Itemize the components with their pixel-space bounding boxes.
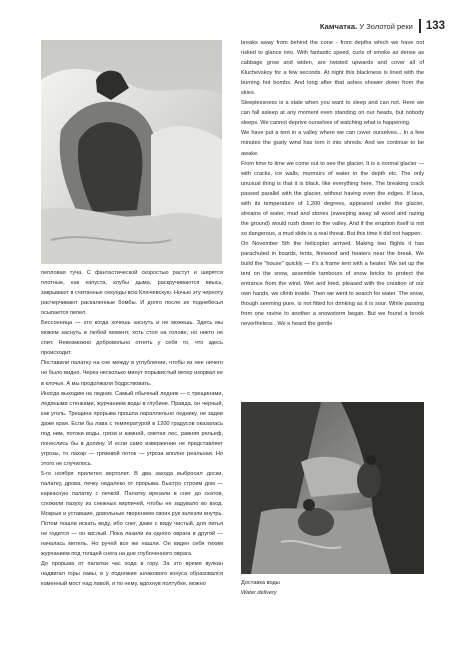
paragraph: 5-го ноября прилетел вертолет. В два захода выбросил доски, палатку, дрова, печку недалеко от прорыва. Быстро строим дом — каркасную палатку с печкой. Палатку врезали в снег до скатов, сложили пазуху из снежных кирпичей, чтобы не задувало во вход. Мокрые и уставшие, довольные творением своих рук залезли внутрь. Потом пошли искать воду, ибо снег, даже с виду чистый, для питья не годится — он кислый. Пока лазили из одного оврага в другой — началась метель. Но ручей все же нашли. Он виден себя тихим журчанием под толщей снега на дне глубоченного оврага. <box>41 470 223 558</box>
paragraph: Бессонница — это когда хочешь заснуть и не можешь. Здесь мы можем заснуть в любой момент, хоть стоя на голове, но никто не спит. Невозможно добровольно отнять у себя то, что здесь происходит. <box>41 320 223 357</box>
page-number: 133 <box>425 20 445 32</box>
paragraph: We have put a tent in a valley where we can cover ourselves... In a few minutes the gusty wind has torn it into shreds. And we continue to be awake. <box>241 130 424 157</box>
photo-water-delivery <box>241 402 424 574</box>
paragraph: breaks away from behind the cone - from depths which we have not risked to glance into. With fantastic speed, curls of smoke as dense as cabbage grow and widen, are twisted upwards and cover all of Kluchevskoy for a few seconds. At night this blackness is lined with the burning hot bombs. And long after that ashes shower down from the skies. <box>241 40 424 97</box>
paragraph: From time to time we come out to see the glacier. It is a normal glacier — with cracks, ice walls, murmurs of water in the depth etc. The only unusual thing is that it is black, like everything here. The breaking crack passed parallel with the glacier, without having even the edges. If lava, with its temperature of 1,200 degrees, appeared under the glacier, streams of water, mud and stones (sweeping away all wood and razing the ground) would rush down to the valley. And if the eruption itself is not so dangerous, a mud slide is a real threat. But this time it did not happen. <box>241 160 424 237</box>
running-header <box>285 18 445 34</box>
photo-caption <box>241 578 424 598</box>
body-text-english <box>241 38 424 329</box>
paragraph: Иногда выходим на ледник. Самый обычный ледник — с трещинами, ледяными стенками, журчанием воды в глубине. Правда, он черный, как уголь. Трещина прорыва прошла параллельно леднику, не задев даже края. Если бы лава с температурой в 1200 градусов оказалась под ним, потоки воды, грязи и камней, сметая лес, равняя рельеф, понеслись бы в долину. И если само извержение не представляет угрозы, то лахар — грязевой поток — угроза вполне реальная. Но этого не случилось. <box>41 390 223 467</box>
paragraph: On November 5th the helicopter arrived. Making two flights it has parachuted in boards, tents, firewood and heaters near the break. We build the "house" quickly — it's a frame tent with a heater. We set up the tent on the snow, assemble tambours of snow bricks to protect the entrance from the wind. Wet and tired, pleased with the creation of our own hands, we climb inside. Then we went to search for water. The snow, though seeming pure, is not fitted for drinking as it is sour. While passing from one ravine to another a snowstorm began. But we found a brook nevertheless . We e heard the gentle <box>241 240 424 328</box>
caption-english: Water delivery <box>241 590 277 596</box>
caption-russian: Доставка воды <box>241 580 280 586</box>
header-divider <box>419 19 421 33</box>
header-subtitle: У Золотой реки <box>359 21 413 31</box>
paragraph: Sleeplessness is a state when you want to sleep and can not. Here we can fall asleep at any moment even standing on our heads, but nobody sleeps. We cannot deprive ourselves of watching what is happening. <box>241 100 424 127</box>
paragraph: пепловая туча. С фантастической скоростью растут и ширятся плотные, как капуста, клубы дыма, раскручиваются ввысь, закрывают в считанные секунды всю Ключевскую. Ночью эту черноту расчерчивают раскаленные бомбы. И долго после их поднебесья осыпается пепел. <box>41 270 223 317</box>
body-text-russian <box>41 268 223 590</box>
paragraph: Поставили палатку на сне между в углублении, чтобы из нее ничего не было видно. Через несколько минут порывистый ветер изорвал ее в клочья. А мы продолжали бодрствовать. <box>41 360 223 387</box>
header-title: Камчатка. <box>319 21 358 31</box>
photo-snow-shelter <box>41 40 222 264</box>
paragraph: До прорыва от палатки час хода в гору. За это время вулкан надвигал горы лавы, в у подножия шлакового конуса образовался каменный мост над лавой, и по нему, вдохнув полтубке, можно <box>41 561 223 588</box>
